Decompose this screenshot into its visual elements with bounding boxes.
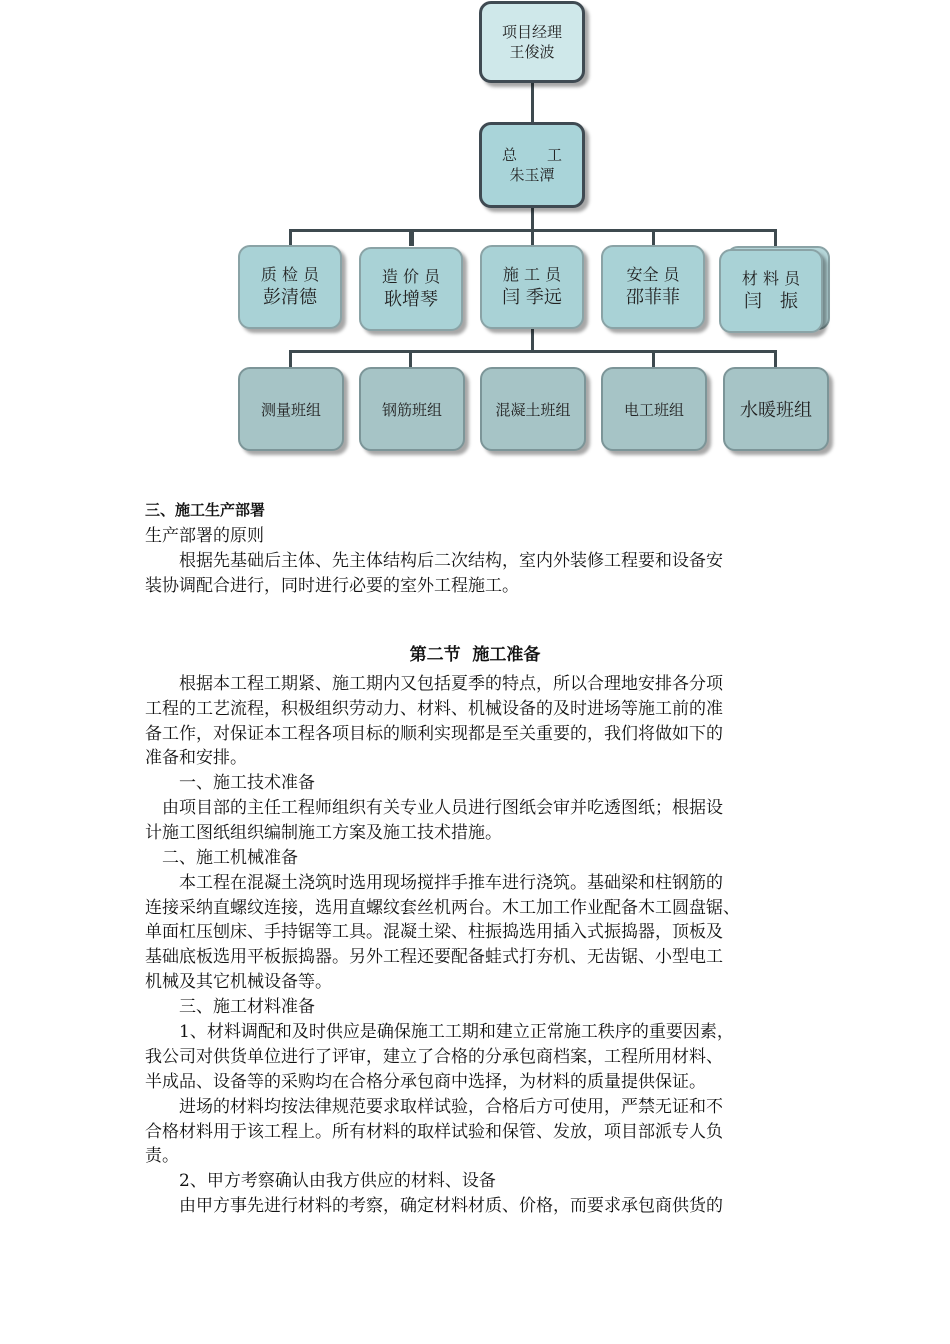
paragraph-line: 备工作，对保证本工程各项目标的顺利实现都是至关重要的，我们将做如下的: [145, 724, 723, 744]
paragraph-line: 本工程在混凝土浇筑时选用现场搅拌手推车进行浇筑。基础梁和柱钢筋的: [145, 873, 723, 893]
team-label: 钢筋班组: [381, 400, 442, 419]
connector-line: [289, 350, 777, 353]
subsection-heading: 2、甲方考察确认由我方供应的材料、设备: [145, 1171, 496, 1191]
role-box-safety: [601, 245, 705, 329]
role-name: 彭清德: [263, 287, 317, 308]
paragraph-line: 根据先基础后主体、先主体结构后二次结构，室内外装修工程要和设备安: [145, 551, 723, 571]
manager-title: 项目经理: [501, 23, 562, 41]
subsection-heading: 三、施工材料准备: [145, 997, 315, 1017]
role-title: 安全 员: [626, 265, 680, 284]
connector-line: [289, 229, 292, 246]
role-title: 施 工 员: [502, 265, 562, 284]
chief-engineer-box: [479, 122, 585, 208]
paragraph-line: 根据本工程工期紧、施工期内又包括夏季的特点，所以合理地安排各分项: [145, 674, 723, 694]
role-name: 闫 季远: [502, 287, 562, 308]
connector-line: [774, 350, 777, 368]
paragraph-line: 半成品、设备等的采购均在合格分承包商中选择，为材料的质量提供保证。: [145, 1072, 706, 1092]
role-name: 耿增琴: [384, 289, 438, 310]
subsection-heading: 二、施工机械准备: [145, 848, 298, 868]
connector-line: [531, 328, 534, 351]
connector-line: [531, 80, 534, 124]
paragraph-line: 合格材料用于该工程上。所有材料的取样试验和保管、发放，项目部派专人负: [145, 1122, 723, 1142]
section-3-subheading: 生产部署的原则: [145, 526, 264, 546]
connector-line: [652, 350, 655, 368]
connector-line: [652, 229, 655, 246]
team-label: 测量班组: [260, 400, 321, 419]
team-label: 电工班组: [623, 400, 684, 419]
connector-line: [409, 350, 412, 368]
team-box-rebar: [359, 367, 465, 451]
role-title: 材 料 员: [741, 269, 801, 288]
section-2-title: 第二节 施工准备: [409, 645, 541, 665]
manager-box: [479, 1, 585, 83]
paragraph-line: 连接采纳直螺纹连接，选用直螺纹套丝机两台。木工加工作业配备木工圆盘锯、: [145, 898, 740, 918]
manager-name: 王俊波: [509, 43, 555, 61]
paragraph-line: 由项目部的主任工程师组织有关专业人员进行图纸会审并吃透图纸；根据设: [145, 798, 723, 818]
connector-line: [289, 350, 292, 368]
subsection-heading: 一、施工技术准备: [145, 773, 315, 793]
paragraph-line: 由甲方事先进行材料的考察，确定材料材质、价格，而要求承包商供货的: [145, 1196, 723, 1216]
team-label: 水暖班组: [740, 400, 812, 421]
team-label: 混凝土班组: [495, 400, 571, 419]
role-box-materials: [719, 249, 823, 333]
role-title: 质 检 员: [260, 265, 320, 284]
role-title: 造 价 员: [381, 267, 441, 286]
connector-line: [531, 206, 534, 230]
paragraph-line: 计施工图纸组织编制施工方案及施工技术措施。: [145, 823, 502, 843]
section-3-heading: 三、施工生产部署: [145, 501, 266, 519]
chief-engineer-name: 朱玉潭: [509, 166, 555, 184]
connector-line: [409, 229, 414, 246]
paragraph-line: 责。: [145, 1146, 179, 1166]
chief-engineer-title: 总 工: [501, 146, 562, 164]
role-box-quality: [238, 245, 342, 329]
role-box-construction: [480, 245, 584, 329]
connector-line: [531, 229, 534, 246]
paragraph-line: 工程的工艺流程，积极组织劳动力、材料、机械设备的及时进场等施工前的准: [145, 699, 723, 719]
team-box-plumbing: [723, 367, 829, 451]
paragraph-line: 1、材料调配和及时供应是确保施工工期和建立正常施工秩序的重要因素，: [145, 1022, 734, 1042]
team-box-electrical: [601, 367, 707, 451]
role-name: 邵菲菲: [626, 287, 680, 308]
paragraph-line: 机械及其它机械设备等。: [145, 972, 332, 992]
paragraph-line: 我公司对供货单位进行了评审，建立了合格的分承包商档案，工程所用材料、: [145, 1047, 723, 1067]
team-box-survey: [238, 367, 344, 451]
paragraph-line: 进场的材料均按法律规范要求取样试验，合格后方可使用，严禁无证和不: [145, 1097, 723, 1117]
paragraph-line: 单面杠压刨床、手持锯等工具。混凝土梁、柱振捣选用插入式振捣器，顶板及: [145, 922, 723, 942]
paragraph-line: 装协调配合进行，同时进行必要的室外工程施工。: [145, 576, 519, 596]
paragraph-line: 基础底板选用平板振捣器。另外工程还要配备蛙式打夯机、无齿锯、小型电工: [145, 947, 723, 967]
team-box-concrete: [480, 367, 586, 451]
paragraph-line: 准备和安排。: [145, 748, 247, 768]
connector-line: [774, 229, 777, 246]
role-box-cost: [359, 247, 463, 331]
role-name: 闫 振: [744, 291, 798, 312]
